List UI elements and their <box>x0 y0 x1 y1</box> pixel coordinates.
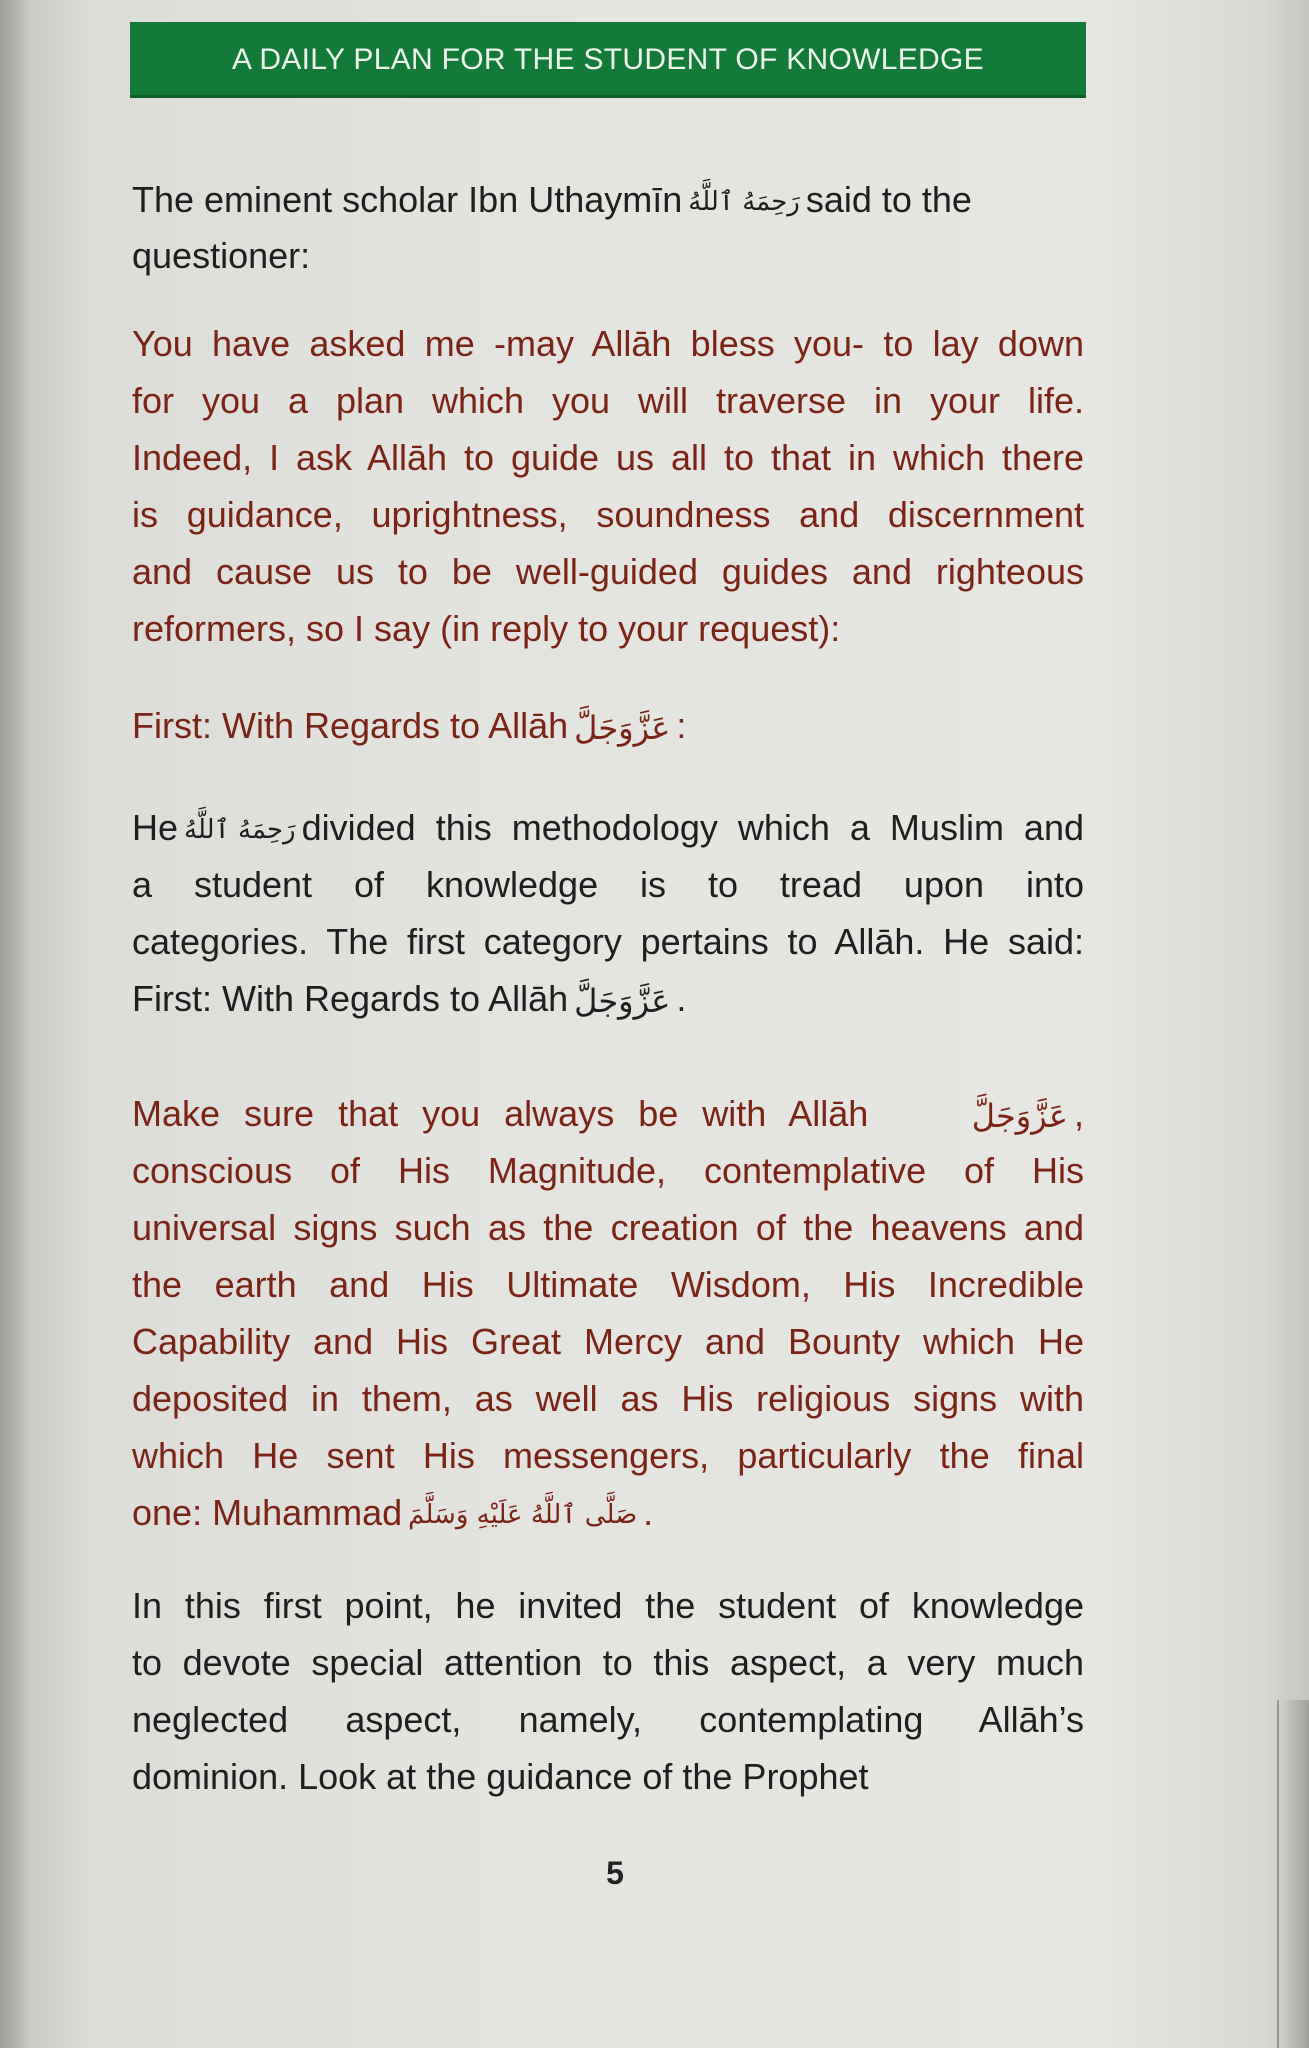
make-sure-line: conscious of His Magnitude, contemplative of His <box>132 1150 1084 1191</box>
honorific-azzawajal: عَزَّوَجَلَّ <box>574 709 671 748</box>
question-line: You have asked me -may Allāh bless you- to lay down <box>132 323 1084 364</box>
first-point-line: dominion. Look at the guidance of the Prophet <box>132 1756 869 1797</box>
honorific-azzawajal: عَزَّوَجَلَّ <box>574 982 671 1021</box>
first-heading-suffix: : <box>676 705 687 746</box>
methodology-text-b: divided this methodology which a Muslim and <box>301 807 1084 848</box>
make-sure-line-1 <box>132 1092 1084 1136</box>
question-line: Indeed, I ask Allāh to guide us all to that in which there <box>132 437 1084 478</box>
methodology-line-4 <box>132 977 1084 1021</box>
question-line: and cause us to be well-guided guides and righteous <box>132 551 1084 592</box>
first-point-line: to devote special attention to this aspect, a very much <box>132 1642 1084 1683</box>
make-sure-text-d: . <box>643 1492 654 1533</box>
first-heading-line <box>132 704 1084 748</box>
honorific-azzawajal: عَزَّوَجَلَّ <box>971 1097 1068 1136</box>
methodology-text-c: First: With Regards to Allāh <box>132 978 569 1019</box>
first-point-line: neglected aspect, namely, contemplating Allāh’s <box>132 1699 1084 1740</box>
make-sure-line: deposited in them, as well as His religious signs with <box>132 1378 1084 1419</box>
make-sure-line: which He sent His messengers, particularly the final <box>132 1435 1084 1476</box>
header-title: A DAILY PLAN FOR THE STUDENT OF KNOWLEDGE <box>232 43 984 76</box>
header-banner <box>130 22 1086 98</box>
first-heading-text: First: With Regards to Allāh <box>132 705 569 746</box>
intro-text-b: said to the <box>805 179 972 220</box>
make-sure-text-a: Make sure that you always be with Allāh <box>132 1093 869 1134</box>
intro-text-a: The eminent scholar Ibn Uthaymīn <box>132 179 683 220</box>
methodology-line-2: a student of knowledge is to tread upon into <box>132 864 1084 905</box>
page-curl-edge <box>1277 1700 1309 2048</box>
methodology-text-d: . <box>676 978 687 1019</box>
make-sure-line: universal signs such as the creation of the heavens and <box>132 1207 1084 1248</box>
methodology-text-a: He <box>132 807 179 848</box>
make-sure-line: the earth and His Ultimate Wisdom, His Incredible <box>132 1264 1084 1305</box>
make-sure-line-last <box>132 1491 1084 1535</box>
question-line: for you a plan which you will traverse in your life. <box>132 380 1084 421</box>
methodology-line-3: categories. The first category pertains to Allāh. He said: <box>132 921 1084 962</box>
intro-line-2: questioner: <box>132 235 311 276</box>
page-number: 5 <box>606 1855 624 1891</box>
methodology-line-1 <box>132 806 1084 850</box>
honorific-rahimahullah: رَحِمَهُ ٱللَّهُ <box>688 187 800 218</box>
honorific-salawat: صَلَّى ٱللَّهُ عَلَيْهِ وَسَلَّمَ <box>408 1500 638 1531</box>
honorific-rahimahullah: رَحِمَهُ ٱللَّهُ <box>184 815 296 846</box>
make-sure-text-c: one: Muhammad <box>132 1492 403 1533</box>
intro-line-1 <box>132 178 1084 222</box>
make-sure-text-b: , <box>1073 1093 1084 1134</box>
first-point-line: In this first point, he invited the student of knowledge <box>132 1585 1084 1626</box>
make-sure-line: Capability and His Great Mercy and Bounty which He <box>132 1321 1084 1362</box>
question-line: is guidance, uprightness, soundness and discernment <box>132 494 1084 535</box>
question-line: reformers, so I say (in reply to your request): <box>132 608 841 649</box>
